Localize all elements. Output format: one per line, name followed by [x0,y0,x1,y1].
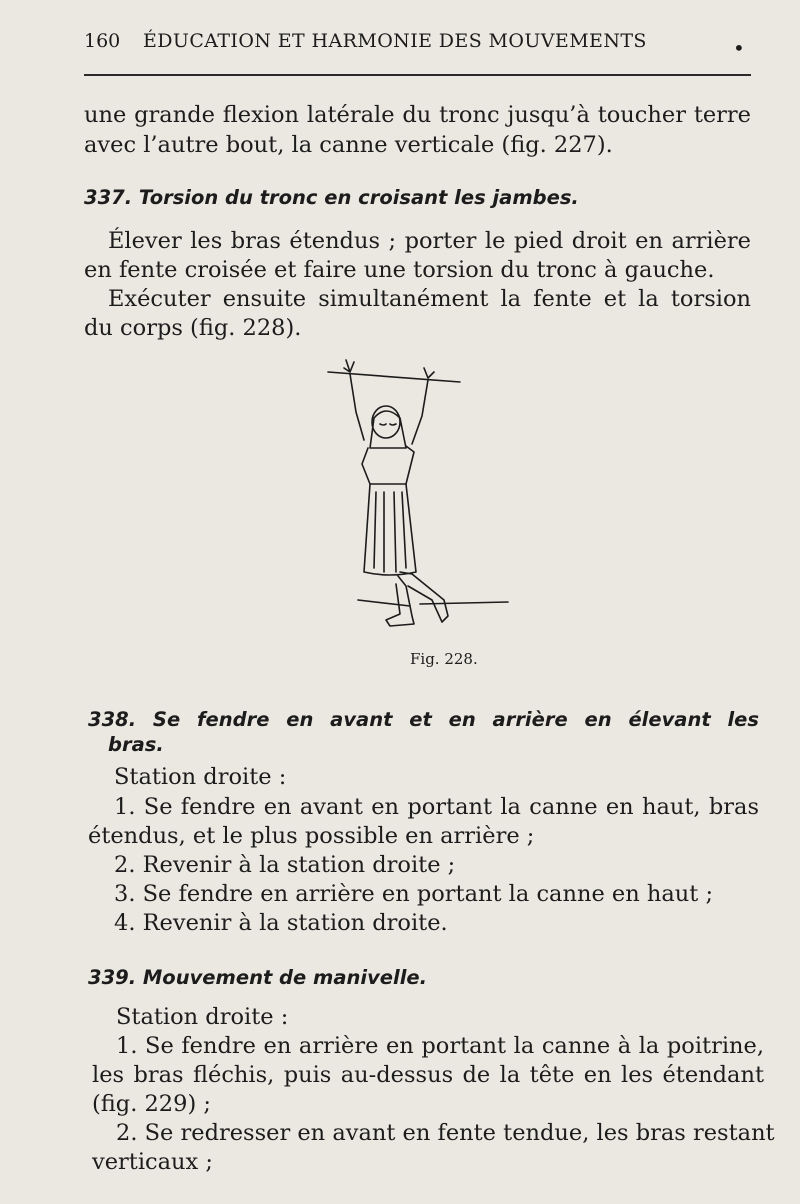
front-leg [386,576,414,626]
skirt [364,484,416,575]
intro-line-1: une grande flexion latérale du tronc jusqu’à toucher terre [84,102,751,128]
section-337-line-2: en fente croisée et faire une torsion du tronc à gauche. [84,257,715,283]
left-arm [350,374,364,440]
figure-caption: Fig. 228. [410,650,478,668]
right-hand [424,368,434,378]
section-339-station: Station droite : [116,1004,289,1030]
section-339-step-2-cont: verticaux ; [92,1149,213,1175]
section-338-step-1: 1. Se fendre en avant en portant la canne en haut, bras [114,794,759,820]
cane [328,372,460,382]
section-339-step-1-cont: les bras fléchis, puis au-dessus de la tête en les étendant [92,1062,764,1088]
section-339-step-1-cont-2: (fig. 229) ; [92,1091,211,1117]
page-number: 160 [84,30,121,52]
section-338-station: Station droite : [114,764,287,790]
left-hand [344,360,354,372]
header-mark: • [733,36,745,60]
right-arm [412,380,428,444]
bodice [362,446,414,484]
section-337-line-3: Exécuter ensuite simultanément la fente et la torsion [108,286,751,312]
back-leg [400,572,448,622]
section-338-heading-line-2: bras. [108,733,164,756]
section-338-step-2: 2. Revenir à la station droite ; [114,852,456,878]
section-337-heading: 337. Torsion du tronc en croisant les jambes. [84,186,579,209]
section-337-line-4: du corps (fig. 228). [84,315,302,341]
running-header: ÉDUCATION ET HARMONIE DES MOUVEMENTS [143,30,647,52]
section-339-step-1: 1. Se fendre en arrière en portant la canne à la poitrine, [116,1033,764,1059]
section-338-heading-line-1: 338. Se fendre en avant et en arrière en élevant les [88,708,759,731]
section-339-heading: 339. Mouvement de manivelle. [88,966,428,989]
figure-228-illustration [320,352,520,632]
headscarf [370,411,406,448]
section-338-step-4: 4. Revenir à la station droite. [114,910,448,936]
section-338-step-3: 3. Se fendre en arrière en portant la canne en haut ; [114,881,714,907]
section-337-line-1: Élever les bras étendus ; porter le pied droit en arrière [108,228,751,254]
intro-line-2: avec l’autre bout, la canne verticale (fig. 227). [84,132,613,158]
section-338-step-1-cont: étendus, et le plus possible en arrière ; [88,823,535,849]
header-rule [84,74,751,76]
section-339-step-2: 2. Se redresser en avant en fente tendue, les bras restant [116,1120,775,1146]
